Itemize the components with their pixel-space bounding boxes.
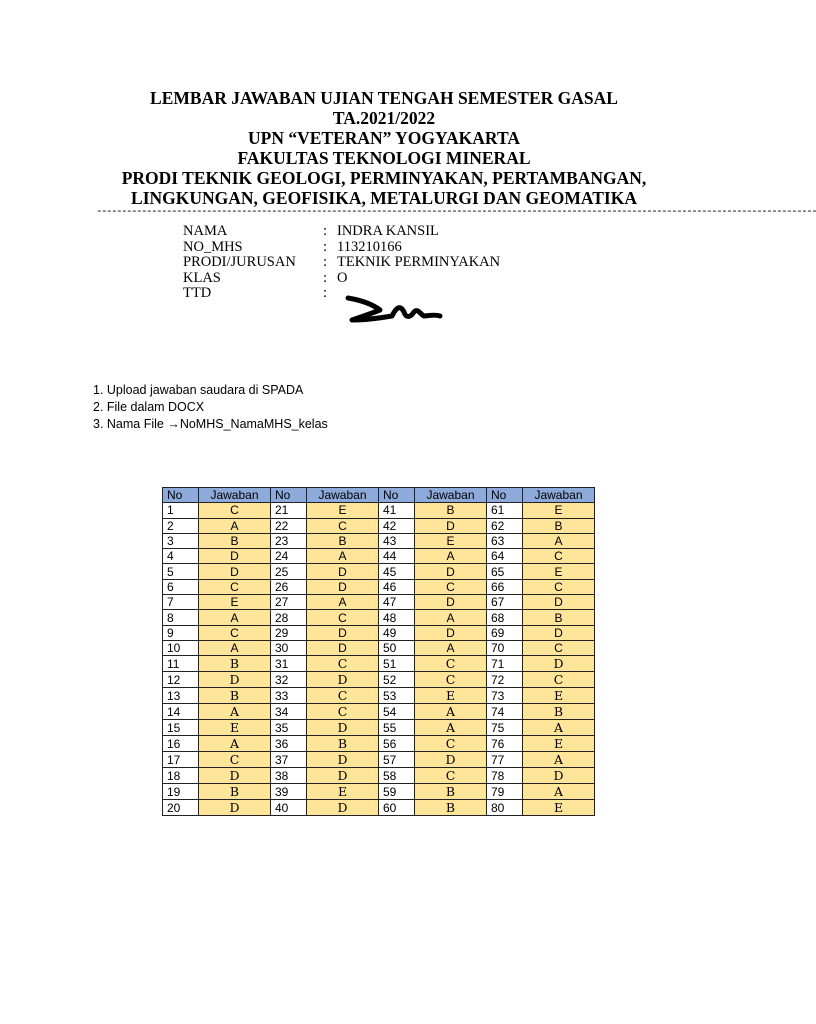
question-number: 46 <box>379 579 415 594</box>
answer-cell: E <box>307 503 379 518</box>
question-number: 37 <box>271 752 307 768</box>
question-number: 10 <box>163 640 199 655</box>
header-academic-year: TA.2021/2022 <box>332 108 436 128</box>
instruction-item: 3. Nama File →NoMHS_NamaMHS_kelas <box>93 417 328 431</box>
question-number: 17 <box>163 752 199 768</box>
question-number: 35 <box>271 720 307 736</box>
answer-cell: E <box>523 800 595 816</box>
question-number: 42 <box>379 518 415 533</box>
answer-cell: C <box>199 579 271 594</box>
answer-cell: A <box>199 640 271 655</box>
answer-cell: C <box>415 579 487 594</box>
question-number: 26 <box>271 579 307 594</box>
table-row <box>163 752 595 768</box>
question-number: 21 <box>271 503 307 518</box>
info-colon: : <box>323 238 328 255</box>
question-number: 72 <box>487 672 523 688</box>
header-title: LEMBAR JAWABAN UJIAN TENGAH SEMESTER GASAL <box>150 88 618 108</box>
answer-cell: C <box>307 518 379 533</box>
answer-cell: D <box>199 768 271 784</box>
question-number: 32 <box>271 672 307 688</box>
info-row-no-mhs <box>183 240 500 256</box>
question-number: 41 <box>379 503 415 518</box>
question-number: 44 <box>379 549 415 564</box>
question-number: 56 <box>379 736 415 752</box>
answer-cell: B <box>415 503 487 518</box>
answer-cell: B <box>415 800 487 816</box>
instructions-list <box>93 382 328 433</box>
question-number: 45 <box>379 564 415 579</box>
header-no: No <box>487 488 523 503</box>
answer-cell: C <box>523 640 595 655</box>
question-number: 28 <box>271 610 307 625</box>
question-number: 5 <box>163 564 199 579</box>
answer-cell: E <box>415 688 487 704</box>
answer-cell: B <box>523 518 595 533</box>
table-row <box>163 704 595 720</box>
header-no: No <box>379 488 415 503</box>
answer-cell: E <box>523 564 595 579</box>
answer-cell: D <box>307 672 379 688</box>
answer-cell: B <box>199 784 271 800</box>
answer-table-header <box>163 488 595 503</box>
answer-cell: A <box>307 549 379 564</box>
question-number: 43 <box>379 533 415 548</box>
question-number: 47 <box>379 595 415 610</box>
answer-cell: A <box>199 736 271 752</box>
table-row <box>163 640 595 655</box>
header-programs-line-1: PRODI TEKNIK GEOLOGI, PERMINYAKAN, PERTAMBANGAN, <box>121 168 647 188</box>
answer-cell: B <box>199 656 271 672</box>
info-row-nama <box>183 224 500 240</box>
question-number: 18 <box>163 768 199 784</box>
answer-cell: A <box>415 704 487 720</box>
answer-cell: D <box>415 595 487 610</box>
question-number: 74 <box>487 704 523 720</box>
question-number: 77 <box>487 752 523 768</box>
question-number: 80 <box>487 800 523 816</box>
question-number: 24 <box>271 549 307 564</box>
question-number: 54 <box>379 704 415 720</box>
question-number: 1 <box>163 503 199 518</box>
answer-cell: D <box>307 579 379 594</box>
answer-cell: D <box>415 564 487 579</box>
question-number: 7 <box>163 595 199 610</box>
question-number: 11 <box>163 656 199 672</box>
answer-cell: D <box>307 564 379 579</box>
answer-cell: E <box>199 720 271 736</box>
info-value-no-mhs: 113210166 <box>337 238 402 255</box>
answer-cell: D <box>199 800 271 816</box>
answer-cell: E <box>523 503 595 518</box>
answer-cell: E <box>523 736 595 752</box>
info-value-nama: INDRA KANSIL <box>337 223 439 239</box>
question-number: 51 <box>379 656 415 672</box>
answer-cell: C <box>523 549 595 564</box>
answer-cell: B <box>199 688 271 704</box>
answer-cell: B <box>199 533 271 548</box>
info-label: TTD <box>183 285 212 301</box>
question-number: 9 <box>163 625 199 640</box>
question-number: 73 <box>487 688 523 704</box>
answer-cell: A <box>199 610 271 625</box>
answer-cell: A <box>523 752 595 768</box>
question-number: 34 <box>271 704 307 720</box>
answer-cell: A <box>307 595 379 610</box>
question-number: 25 <box>271 564 307 579</box>
info-colon: : <box>323 285 328 301</box>
info-colon: : <box>323 254 328 270</box>
document-header <box>0 88 768 208</box>
question-number: 20 <box>163 800 199 816</box>
answer-cell: C <box>199 503 271 518</box>
answer-cell: D <box>199 564 271 579</box>
answer-cell: C <box>415 736 487 752</box>
answer-cell: A <box>415 640 487 655</box>
header-programs-line-2: LINGKUNGAN, GEOFISIKA, METALURGI DAN GEOMATIKA <box>131 188 637 208</box>
table-row <box>163 736 595 752</box>
question-number: 23 <box>271 533 307 548</box>
question-number: 13 <box>163 688 199 704</box>
question-number: 59 <box>379 784 415 800</box>
answer-cell: C <box>415 672 487 688</box>
answer-table-body <box>163 503 595 816</box>
header-jawaban: Jawaban <box>523 488 595 503</box>
question-number: 52 <box>379 672 415 688</box>
info-row-klas <box>183 271 500 287</box>
question-number: 14 <box>163 704 199 720</box>
question-number: 60 <box>379 800 415 816</box>
table-row <box>163 518 595 533</box>
question-number: 68 <box>487 610 523 625</box>
table-row <box>163 656 595 672</box>
question-number: 57 <box>379 752 415 768</box>
info-label: PRODI/JURUSAN <box>183 254 296 270</box>
question-number: 12 <box>163 672 199 688</box>
answer-cell: D <box>523 656 595 672</box>
instruction-item: 1. Upload jawaban saudara di SPADA <box>93 383 304 397</box>
question-number: 30 <box>271 640 307 655</box>
header-jawaban: Jawaban <box>415 488 487 503</box>
table-row <box>163 800 595 816</box>
info-label: NO_MHS <box>183 238 243 255</box>
answer-cell: D <box>199 672 271 688</box>
table-row <box>163 610 595 625</box>
table-row <box>163 579 595 594</box>
answer-cell: C <box>415 768 487 784</box>
answer-cell: C <box>199 625 271 640</box>
table-row <box>163 672 595 688</box>
table-row <box>163 549 595 564</box>
question-number: 62 <box>487 518 523 533</box>
answer-cell: D <box>523 625 595 640</box>
table-row <box>163 720 595 736</box>
table-row <box>163 688 595 704</box>
answer-cell: C <box>307 688 379 704</box>
table-row <box>163 533 595 548</box>
answer-cell: A <box>523 784 595 800</box>
answer-table <box>162 487 595 816</box>
question-number: 79 <box>487 784 523 800</box>
signature <box>340 290 450 330</box>
header-no: No <box>271 488 307 503</box>
question-number: 29 <box>271 625 307 640</box>
answer-cell: C <box>307 610 379 625</box>
answer-cell: C <box>523 579 595 594</box>
answer-cell: C <box>199 752 271 768</box>
question-number: 65 <box>487 564 523 579</box>
info-value-klas: O <box>337 269 348 286</box>
question-number: 38 <box>271 768 307 784</box>
instruction-item: 2. File dalam DOCX <box>93 400 205 414</box>
question-number: 69 <box>487 625 523 640</box>
question-number: 36 <box>271 736 307 752</box>
header-jawaban: Jawaban <box>199 488 271 503</box>
question-number: 70 <box>487 640 523 655</box>
question-number: 3 <box>163 533 199 548</box>
question-number: 50 <box>379 640 415 655</box>
answer-cell: C <box>307 704 379 720</box>
answer-cell: D <box>307 625 379 640</box>
info-value-prodi: TEKNIK PERMINYAKAN <box>337 254 501 270</box>
table-row <box>163 784 595 800</box>
question-number: 4 <box>163 549 199 564</box>
table-row <box>163 625 595 640</box>
question-number: 15 <box>163 720 199 736</box>
answer-cell: D <box>415 518 487 533</box>
question-number: 16 <box>163 736 199 752</box>
question-number: 63 <box>487 533 523 548</box>
answer-cell: D <box>199 549 271 564</box>
answer-cell: B <box>523 610 595 625</box>
answer-cell: A <box>523 533 595 548</box>
answer-cell: D <box>307 752 379 768</box>
table-row <box>163 595 595 610</box>
answer-cell: D <box>523 595 595 610</box>
question-number: 48 <box>379 610 415 625</box>
info-label: KLAS <box>183 269 221 286</box>
question-number: 71 <box>487 656 523 672</box>
header-jawaban: Jawaban <box>307 488 379 503</box>
table-row <box>163 768 595 784</box>
question-number: 6 <box>163 579 199 594</box>
question-number: 78 <box>487 768 523 784</box>
info-colon: : <box>323 269 328 286</box>
question-number: 66 <box>487 579 523 594</box>
answer-cell: E <box>307 784 379 800</box>
answer-cell: D <box>307 640 379 655</box>
answer-cell: A <box>523 720 595 736</box>
question-number: 67 <box>487 595 523 610</box>
answer-cell: D <box>307 800 379 816</box>
answer-cell: A <box>415 549 487 564</box>
answer-cell: E <box>523 688 595 704</box>
header-no: No <box>163 488 199 503</box>
question-number: 31 <box>271 656 307 672</box>
question-number: 22 <box>271 518 307 533</box>
question-number: 40 <box>271 800 307 816</box>
question-number: 8 <box>163 610 199 625</box>
answer-cell: D <box>523 768 595 784</box>
question-number: 76 <box>487 736 523 752</box>
question-number: 55 <box>379 720 415 736</box>
answer-cell: C <box>415 656 487 672</box>
question-number: 33 <box>271 688 307 704</box>
header-university: UPN “VETERAN” YOGYAKARTA <box>248 128 520 148</box>
answer-cell: C <box>307 656 379 672</box>
table-row <box>163 503 595 518</box>
question-number: 49 <box>379 625 415 640</box>
answer-cell: A <box>415 610 487 625</box>
answer-cell: D <box>307 720 379 736</box>
question-number: 39 <box>271 784 307 800</box>
question-number: 2 <box>163 518 199 533</box>
answer-cell: D <box>415 752 487 768</box>
answer-cell: C <box>523 672 595 688</box>
question-number: 61 <box>487 503 523 518</box>
divider-line: ------------------------------------------------------------------------------------------------------------------------------------------------ <box>96 206 816 218</box>
answer-cell: E <box>199 595 271 610</box>
table-row <box>163 564 595 579</box>
answer-cell: A <box>199 518 271 533</box>
answer-cell: B <box>523 704 595 720</box>
answer-cell: B <box>307 533 379 548</box>
question-number: 64 <box>487 549 523 564</box>
info-colon: : <box>323 223 328 239</box>
question-number: 19 <box>163 784 199 800</box>
answer-cell: D <box>415 625 487 640</box>
header-faculty: FAKULTAS TEKNOLOGI MINERAL <box>237 148 531 168</box>
answer-cell: B <box>307 736 379 752</box>
info-row-prodi <box>183 255 500 271</box>
question-number: 75 <box>487 720 523 736</box>
question-number: 58 <box>379 768 415 784</box>
answer-cell: A <box>415 720 487 736</box>
info-label: NAMA <box>183 223 228 239</box>
answer-cell: B <box>415 784 487 800</box>
answer-cell: E <box>415 533 487 548</box>
question-number: 53 <box>379 688 415 704</box>
answer-cell: A <box>199 704 271 720</box>
answer-cell: D <box>307 768 379 784</box>
question-number: 27 <box>271 595 307 610</box>
